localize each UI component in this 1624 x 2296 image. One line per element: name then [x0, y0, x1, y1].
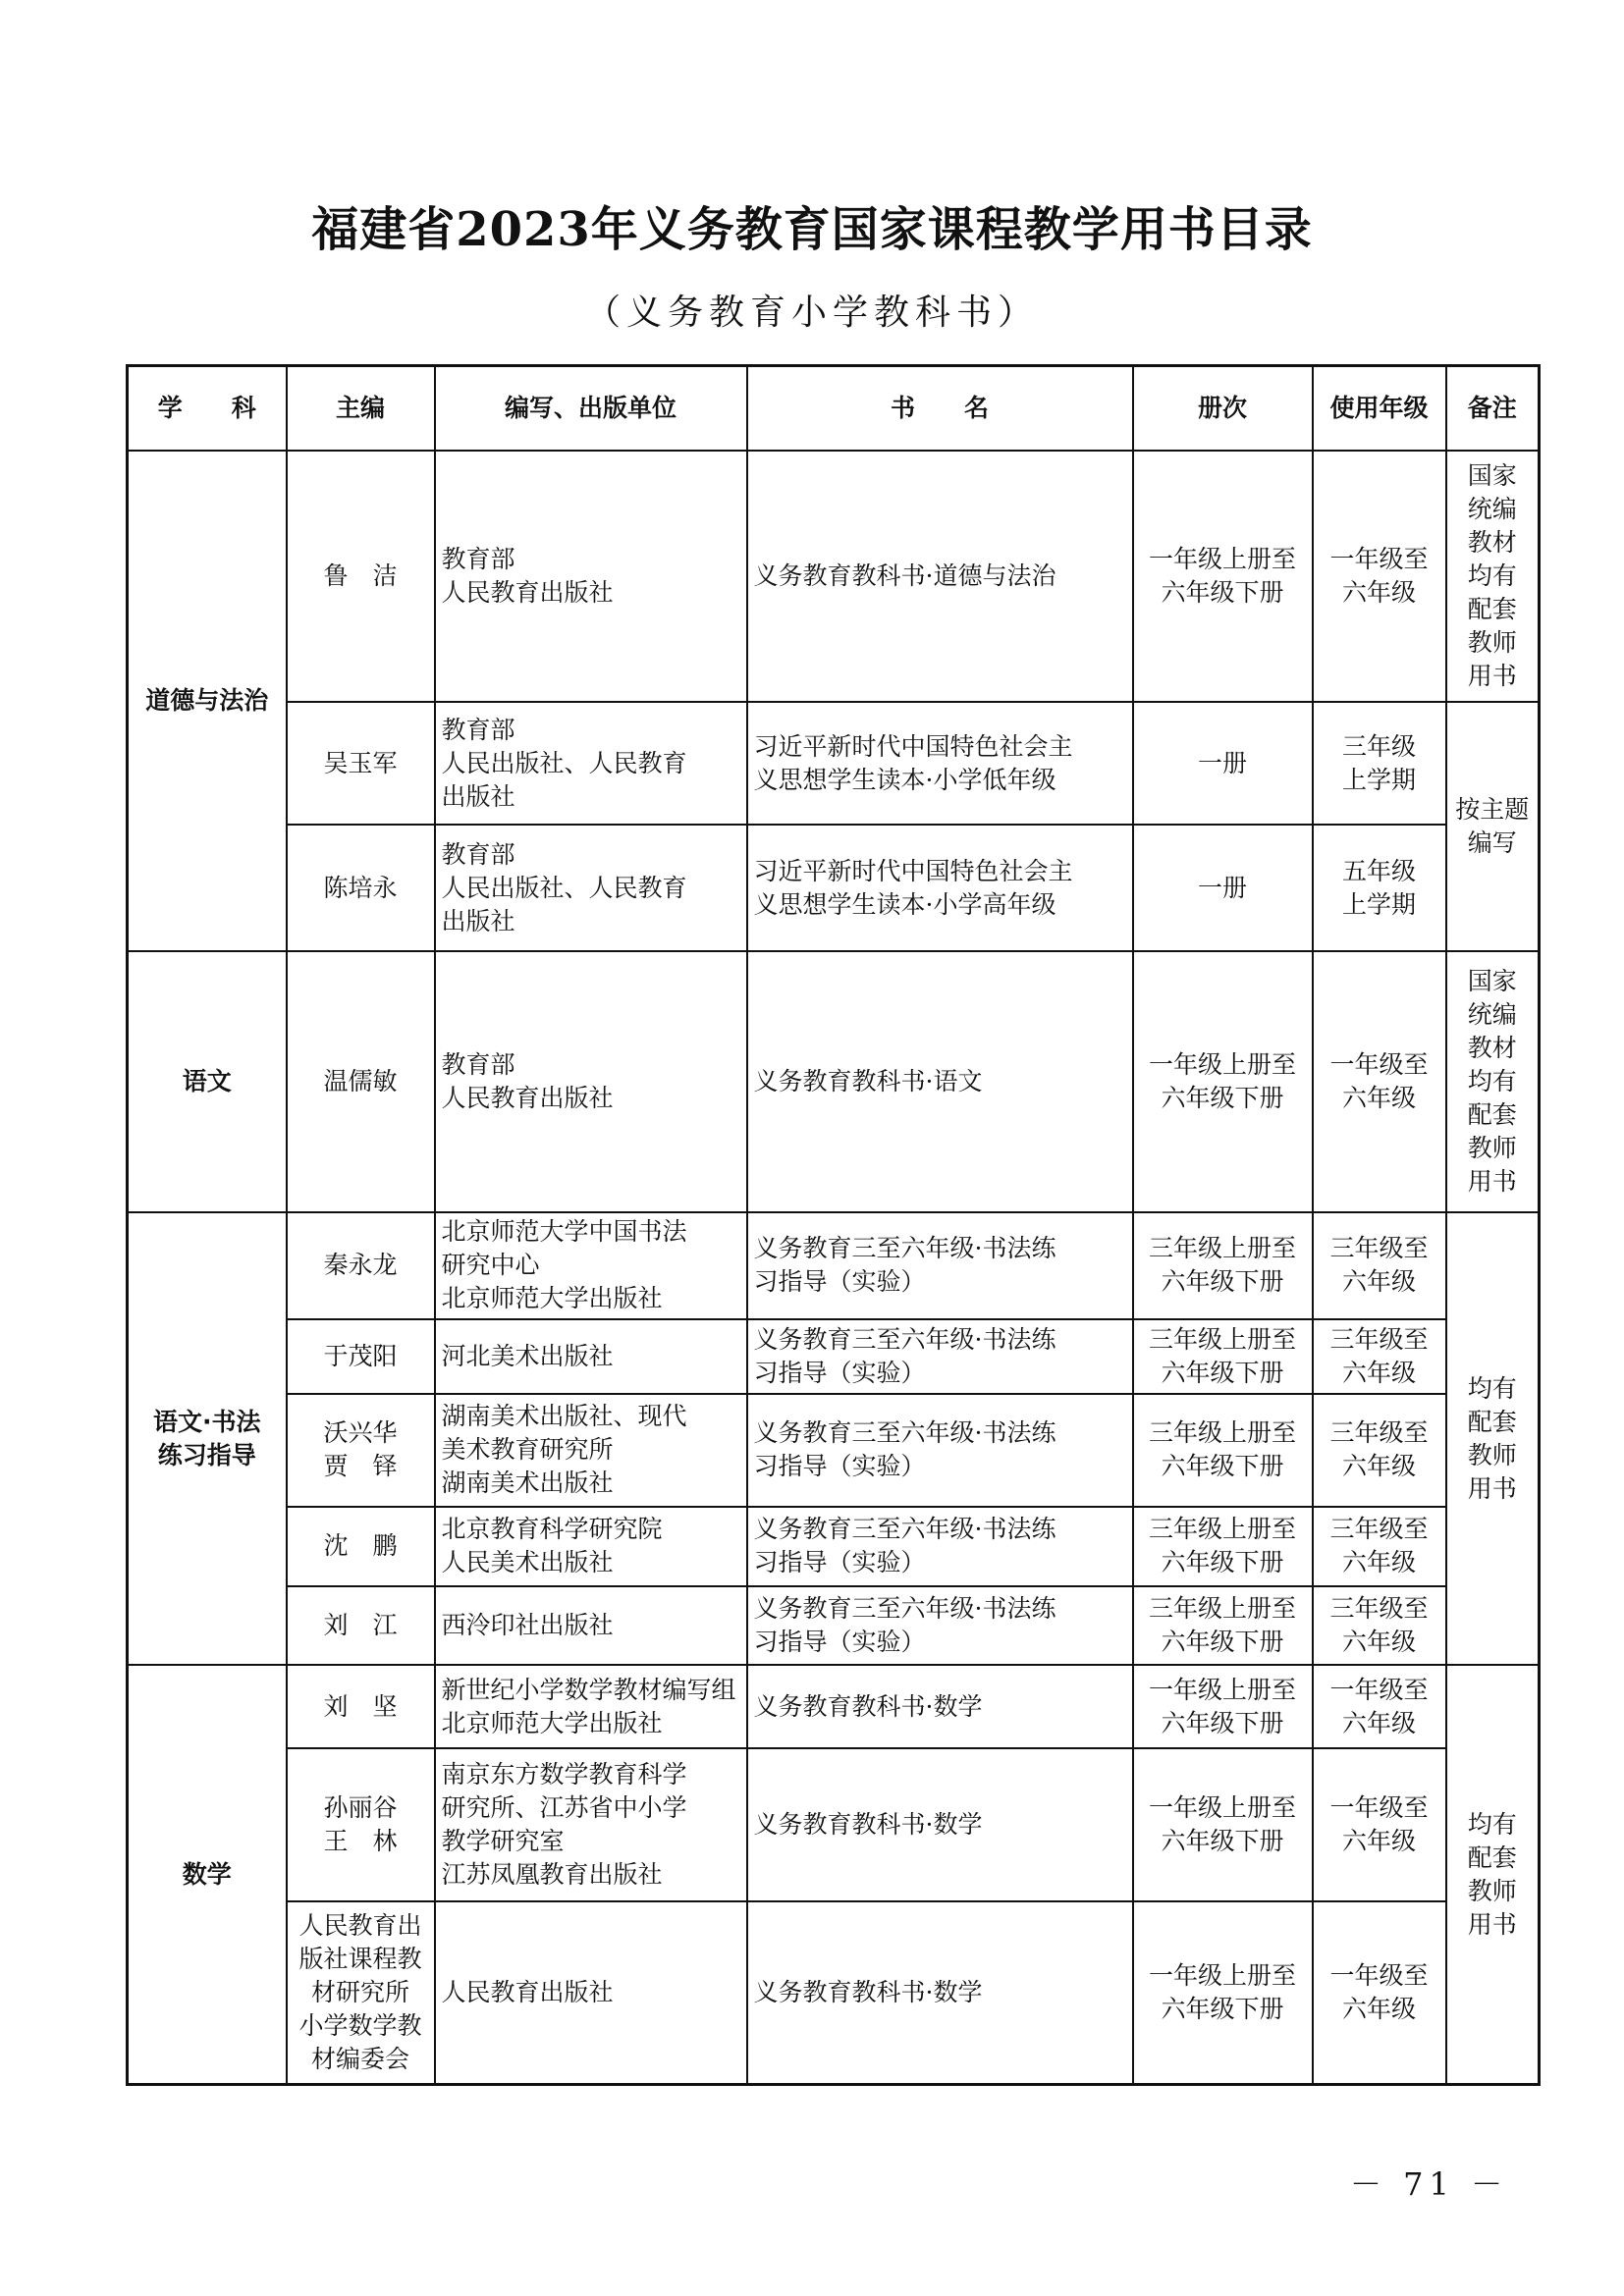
volume-cell: 三年级上册至 六年级下册: [1133, 1586, 1313, 1665]
book-cell: 义务教育教科书·道德与法治: [747, 451, 1133, 702]
header-grade: 使用年级: [1313, 366, 1446, 451]
grade-cell: 五年级 上学期: [1313, 825, 1446, 951]
editor-cell: 陈培永: [287, 825, 435, 951]
grade-cell: 一年级至 六年级: [1313, 451, 1446, 702]
note-cell: 均有 配套 教师 用书: [1446, 1665, 1540, 2084]
grade-cell: 三年级至 六年级: [1313, 1507, 1446, 1586]
publisher-cell: 人民教育出版社: [435, 1901, 747, 2085]
editor-cell: 孙丽谷 王 林: [287, 1748, 435, 1901]
editor-cell: 温儒敏: [287, 951, 435, 1212]
header-book: 书 名: [747, 366, 1133, 451]
table-row: [128, 1665, 1540, 1747]
table-row: [128, 1212, 1540, 1319]
book-cell: 义务教育三至六年级·书法练 习指导（实验）: [747, 1319, 1133, 1394]
table-header-row: [128, 366, 1540, 451]
table-row: [128, 1507, 1540, 1586]
grade-cell: 一年级至 六年级: [1313, 951, 1446, 1212]
editor-cell: 人民教育出 版社课程教 材研究所 小学数学教 材编委会: [287, 1901, 435, 2085]
publisher-cell: 教育部 人民教育出版社: [435, 951, 747, 1212]
header-volume: 册次: [1133, 366, 1313, 451]
textbook-catalog-table: [126, 364, 1541, 2086]
volume-cell: 三年级上册至 六年级下册: [1133, 1319, 1313, 1394]
table-row: [128, 1586, 1540, 1665]
header-note: 备注: [1446, 366, 1540, 451]
table-row: [128, 702, 1540, 826]
publisher-cell: 教育部 人民出版社、人民教育 出版社: [435, 702, 747, 826]
book-cell: 义务教育三至六年级·书法练 习指导（实验）: [747, 1212, 1133, 1319]
table-row: [128, 1748, 1540, 1901]
book-cell: 义务教育教科书·数学: [747, 1665, 1133, 1747]
page-title: 福建省2023年义务教育国家课程教学用书目录: [311, 202, 1313, 257]
subject-cell: 语文: [128, 951, 287, 1212]
volume-cell: 一年级上册至 六年级下册: [1133, 951, 1313, 1212]
publisher-cell: 湖南美术出版社、现代 美术教育研究所 湖南美术出版社: [435, 1394, 747, 1507]
book-cell: 义务教育教科书·数学: [747, 1901, 1133, 2085]
editor-cell: 刘 江: [287, 1586, 435, 1665]
grade-cell: 三年级 上学期: [1313, 702, 1446, 826]
volume-cell: 三年级上册至 六年级下册: [1133, 1394, 1313, 1507]
grade-cell: 三年级至 六年级: [1313, 1394, 1446, 1507]
publisher-cell: 西泠印社出版社: [435, 1586, 747, 1665]
header-editor: 主编: [287, 366, 435, 451]
editor-cell: 吴玉军: [287, 702, 435, 826]
editor-cell: 秦永龙: [287, 1212, 435, 1319]
volume-cell: 一年级上册至 六年级下册: [1133, 1901, 1313, 2085]
grade-cell: 一年级至 六年级: [1313, 1665, 1446, 1747]
page-number: － 71 －: [1350, 2165, 1509, 2203]
book-cell: 习近平新时代中国特色社会主 义思想学生读本·小学高年级: [747, 825, 1133, 951]
subject-cell: 语文·书法 练习指导: [128, 1212, 287, 1665]
grade-cell: 三年级至 六年级: [1313, 1586, 1446, 1665]
book-cell: 义务教育三至六年级·书法练 习指导（实验）: [747, 1507, 1133, 1586]
book-cell: 义务教育三至六年级·书法练 习指导（实验）: [747, 1586, 1133, 1665]
editor-cell: 沃兴华 贾 铎: [287, 1394, 435, 1507]
volume-cell: 一年级上册至 六年级下册: [1133, 1665, 1313, 1747]
subject-cell: 数学: [128, 1665, 287, 2084]
publisher-cell: 北京教育科学研究院 人民美术出版社: [435, 1507, 747, 1586]
publisher-cell: 南京东方数学教育科学 研究所、江苏省中小学 教学研究室 江苏凤凰教育出版社: [435, 1748, 747, 1901]
table-row: [128, 825, 1540, 951]
volume-cell: 三年级上册至 六年级下册: [1133, 1507, 1313, 1586]
volume-cell: 一册: [1133, 825, 1313, 951]
table-row: [128, 1901, 1540, 2085]
volume-cell: 三年级上册至 六年级下册: [1133, 1212, 1313, 1319]
header-publisher: 编写、出版单位: [435, 366, 747, 451]
publisher-cell: 新世纪小学数学教材编写组 北京师范大学出版社: [435, 1665, 747, 1747]
grade-cell: 三年级至 六年级: [1313, 1319, 1446, 1394]
table-row: [128, 1394, 1540, 1507]
table-row: [128, 951, 1540, 1212]
editor-cell: 鲁 洁: [287, 451, 435, 702]
book-cell: 义务教育教科书·语文: [747, 951, 1133, 1212]
volume-cell: 一年级上册至 六年级下册: [1133, 451, 1313, 702]
publisher-cell: 河北美术出版社: [435, 1319, 747, 1394]
grade-cell: 一年级至 六年级: [1313, 1748, 1446, 1901]
book-cell: 义务教育教科书·数学: [747, 1748, 1133, 1901]
note-cell: 按主题 编写: [1446, 702, 1540, 951]
volume-cell: 一年级上册至 六年级下册: [1133, 1748, 1313, 1901]
editor-cell: 于茂阳: [287, 1319, 435, 1394]
publisher-cell: 北京师范大学中国书法 研究中心 北京师范大学出版社: [435, 1212, 747, 1319]
publisher-cell: 教育部 人民出版社、人民教育 出版社: [435, 825, 747, 951]
table-row: [128, 1319, 1540, 1394]
subject-cell: 道德与法治: [128, 451, 287, 951]
book-cell: 习近平新时代中国特色社会主 义思想学生读本·小学低年级: [747, 702, 1133, 826]
grade-cell: 一年级至 六年级: [1313, 1901, 1446, 2085]
book-cell: 义务教育三至六年级·书法练 习指导（实验）: [747, 1394, 1133, 1507]
note-cell: 均有 配套 教师 用书: [1446, 1212, 1540, 1665]
note-cell: 国家 统编 教材 均有 配套 教师 用书: [1446, 951, 1540, 1212]
publisher-cell: 教育部 人民教育出版社: [435, 451, 747, 702]
page-subtitle: （义务教育小学教科书）: [584, 293, 1039, 333]
grade-cell: 三年级至 六年级: [1313, 1212, 1446, 1319]
note-cell: 国家 统编 教材 均有 配套 教师 用书: [1446, 451, 1540, 702]
editor-cell: 沈 鹏: [287, 1507, 435, 1586]
volume-cell: 一册: [1133, 702, 1313, 826]
table-row: [128, 451, 1540, 702]
header-subject: 学 科: [128, 366, 287, 451]
editor-cell: 刘 坚: [287, 1665, 435, 1747]
